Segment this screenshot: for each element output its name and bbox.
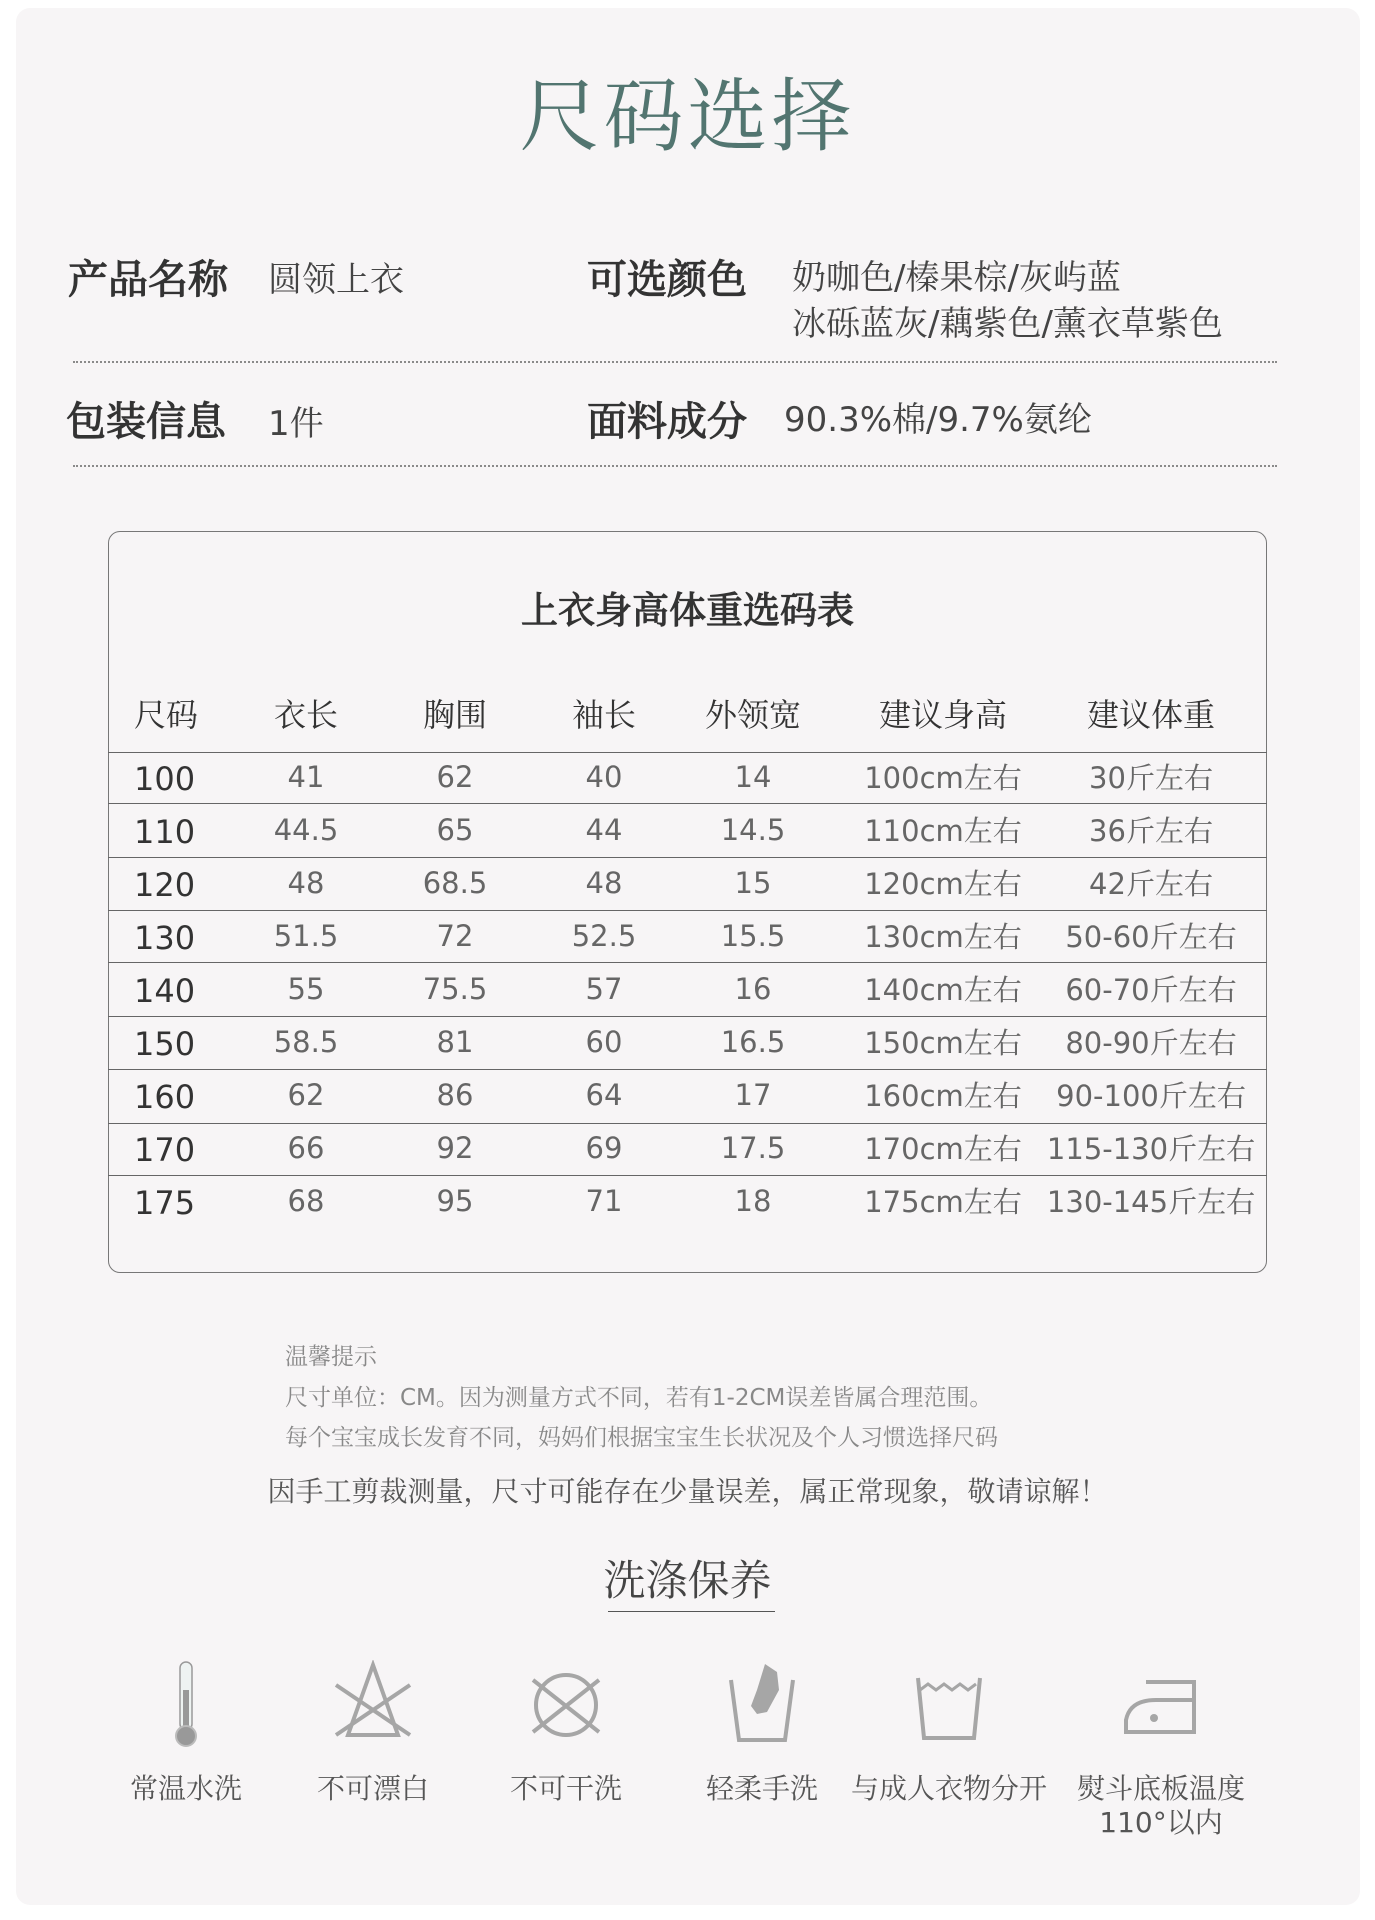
table-cell: 15.5 [720,919,786,953]
table-cell: 100cm左右 [864,761,1022,795]
care-title: 洗涤保养 [603,1556,772,1605]
table-cell: 36斤左右 [1089,814,1213,848]
row-divider [108,803,1267,804]
care-label: 常温水洗 [129,1772,242,1805]
note-line: 尺寸单位：CM。因为测量方式不同，若有1-2CM误差皆属合理范围。 [285,1385,993,1411]
table-cell: 58.5 [273,1025,339,1059]
column-header: 建议体重 [1086,696,1216,734]
thermometer-icon [166,1660,206,1750]
care-label: 轻柔手洗 [705,1772,818,1805]
table-cell: 57 [585,972,623,1006]
row-divider [108,857,1267,858]
row-divider [108,1016,1267,1017]
table-cell: 72 [436,919,474,953]
colors-label: 可选颜色 [587,257,747,303]
product-name-label: 产品名称 [68,257,228,303]
column-header: 外领宽 [704,696,802,734]
table-cell: 92 [436,1131,474,1165]
table-cell: 52.5 [571,919,637,953]
table-cell: 160cm左右 [864,1079,1022,1113]
column-header: 衣长 [273,696,339,734]
hand-wash-icon [717,1660,807,1750]
table-cell: 44 [585,813,623,847]
row-divider [108,910,1267,911]
table-cell: 18 [734,1184,772,1218]
table-cell: 110 [134,813,196,851]
table-cell: 150 [134,1025,196,1063]
table-cell: 68.5 [422,866,488,900]
care-item [456,1660,676,1806]
table-cell: 75.5 [422,972,488,1006]
table-cell: 40 [585,760,623,794]
table-cell: 55 [287,972,325,1006]
table-cell: 160 [134,1078,196,1116]
row-divider [108,962,1267,963]
table-cell: 14 [734,760,772,794]
table-cell: 130 [134,919,196,957]
package-label: 包装信息 [66,399,226,445]
table-cell: 175cm左右 [864,1185,1022,1219]
care-label: 熨斗底板温度 [1076,1772,1245,1805]
table-cell: 86 [436,1078,474,1112]
table-cell: 140cm左右 [864,973,1022,1007]
table-cell: 16.5 [720,1025,786,1059]
divider [73,465,1277,467]
table-cell: 65 [436,813,474,847]
page-title: 尺码选择 [519,70,856,163]
table-cell: 100 [134,760,196,798]
table-cell: 80-90斤左右 [1065,1026,1237,1060]
table-cell: 110cm左右 [864,814,1022,848]
table-cell: 81 [436,1025,474,1059]
table-cell: 140 [134,972,196,1010]
table-cell: 95 [436,1184,474,1218]
table-cell: 60 [585,1025,623,1059]
table-cell: 130-145斤左右 [1046,1185,1256,1219]
table-cell: 64 [585,1078,623,1112]
no-bleach-icon [328,1660,418,1750]
divider [73,361,1277,363]
table-cell: 150cm左右 [864,1026,1022,1060]
table-cell: 48 [287,866,325,900]
table-cell: 170 [134,1131,196,1169]
package-value: 1件 [268,404,324,444]
fabric-label: 面料成分 [587,399,747,445]
table-cell: 30斤左右 [1089,761,1213,795]
table-title: 上衣身高体重选码表 [521,589,854,632]
care-title-underline [608,1611,775,1612]
product-name: 圆领上衣 [268,260,404,300]
table-cell: 170cm左右 [864,1132,1022,1166]
care-label-sub: 110°以内 [1099,1806,1223,1839]
table-cell: 14.5 [720,813,786,847]
row-divider [108,1069,1267,1070]
row-divider [108,1123,1267,1124]
table-cell: 68 [287,1184,325,1218]
table-cell: 175 [134,1184,196,1222]
table-cell: 60-70斤左右 [1065,973,1237,1007]
care-label: 不可干洗 [509,1772,622,1805]
column-header: 建议身高 [878,696,1008,734]
table-cell: 62 [436,760,474,794]
fabric-value: 90.3%棉/9.7%氨纶 [784,400,1092,440]
row-divider [108,1175,1267,1176]
colors-line2: 冰砾蓝灰/藕紫色/薰衣草紫色 [792,304,1223,344]
table-cell: 120 [134,866,196,904]
column-header: 胸围 [422,696,488,734]
table-cell: 50-60斤左右 [1065,920,1237,954]
table-cell: 17 [734,1078,772,1112]
iron-icon [1116,1660,1206,1750]
table-cell: 44.5 [273,813,339,847]
row-divider [108,752,1267,753]
note-line: 每个宝宝成长发育不同，妈妈们根据宝宝生长状况及个人习惯选择尺码 [285,1425,998,1451]
table-cell: 90-100斤左右 [1056,1079,1246,1113]
table-cell: 62 [287,1078,325,1112]
notes-heading: 温馨提示 [285,1344,377,1370]
care-item [263,1660,483,1806]
table-cell: 69 [585,1131,623,1165]
care-label: 与成人衣物分开 [850,1772,1047,1805]
table-cell: 41 [287,760,325,794]
column-header: 尺码 [134,696,199,734]
table-cell: 71 [585,1184,623,1218]
care-item [1051,1660,1271,1840]
table-cell: 48 [585,866,623,900]
table-cell: 16 [734,972,772,1006]
column-header: 袖长 [571,696,637,734]
table-cell: 15 [734,866,772,900]
table-cell: 17.5 [720,1131,786,1165]
table-cell: 130cm左右 [864,920,1022,954]
table-cell: 42斤左右 [1089,867,1213,901]
care-item [839,1660,1059,1806]
no-dry-clean-icon [521,1660,611,1750]
table-cell: 66 [287,1131,325,1165]
wash-tub-icon [904,1660,994,1750]
table-cell: 51.5 [273,919,339,953]
table-cell: 115-130斤左右 [1046,1132,1256,1166]
colors-line1: 奶咖色/榛果棕/灰屿蓝 [792,258,1121,298]
table-cell: 120cm左右 [864,867,1022,901]
care-label: 不可漂白 [316,1772,429,1805]
disclaimer: 因手工剪裁测量，尺寸可能存在少量误差，属正常现象，敬请谅解！ [267,1475,1108,1508]
